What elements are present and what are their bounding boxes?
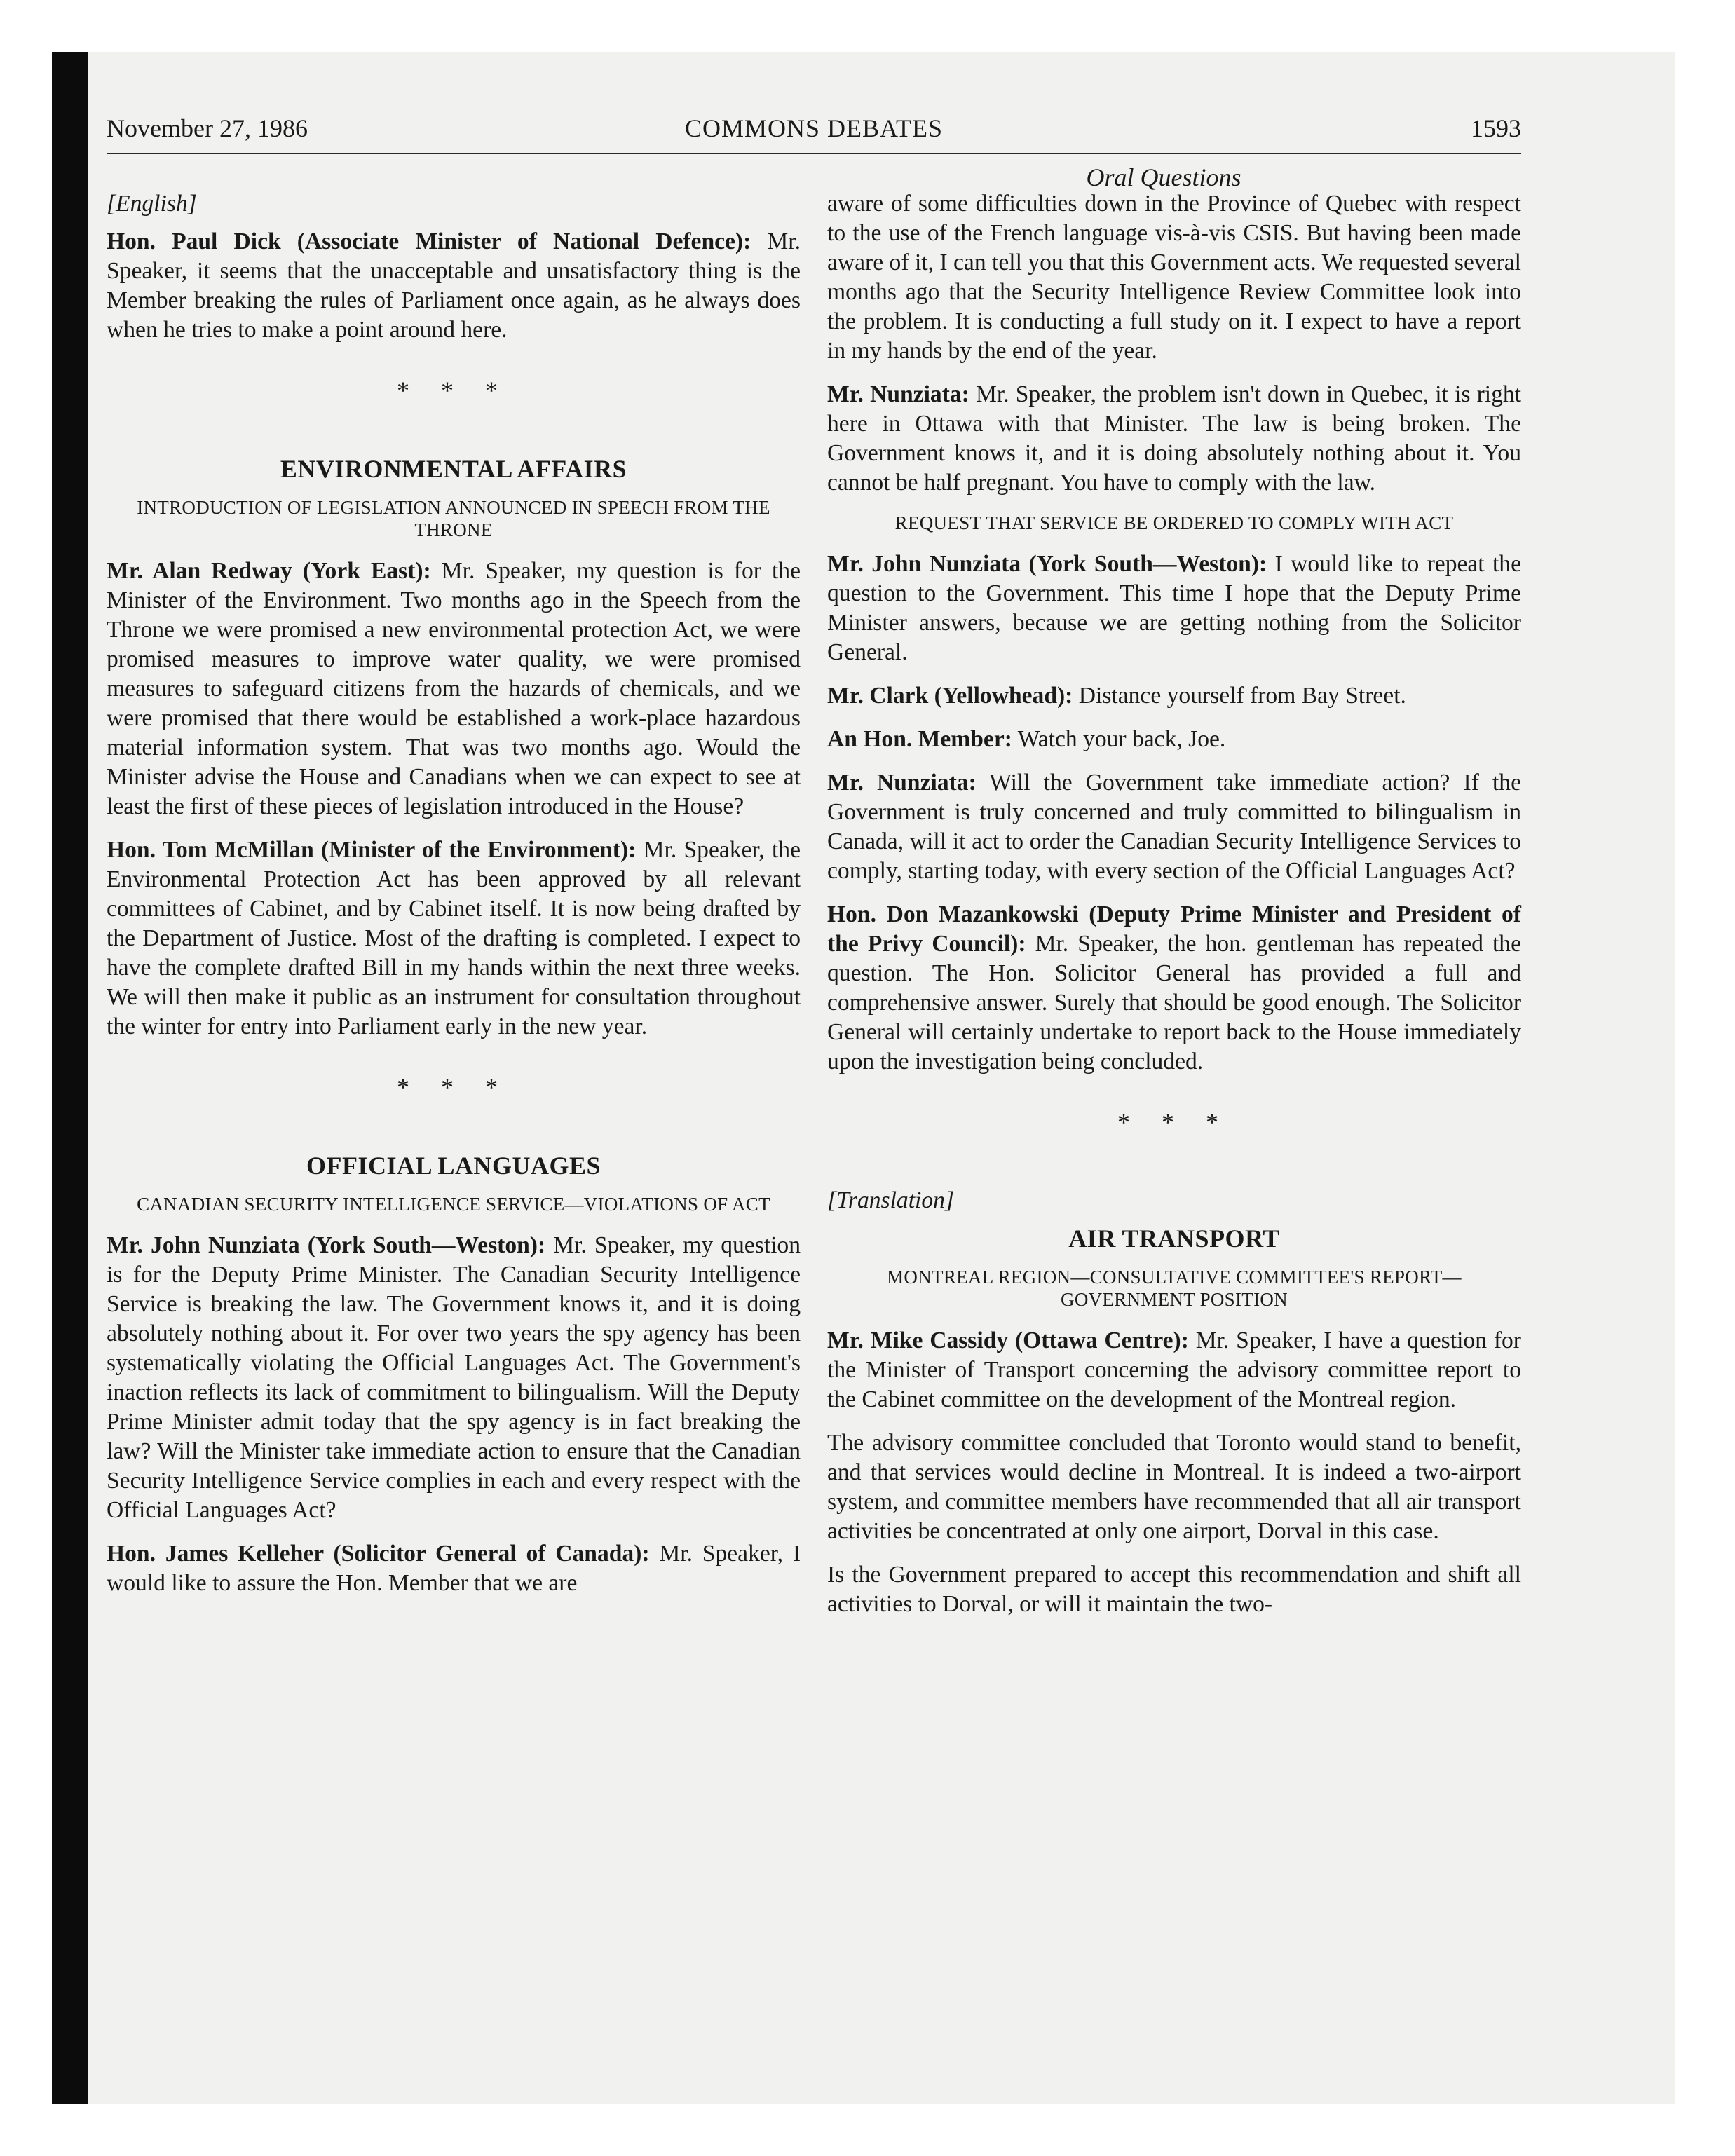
section-separator: * * * [1117, 1108, 1231, 1136]
header-title: COMMONS DEBATES [684, 114, 944, 142]
speech-paragraph [827, 725, 1521, 754]
speech-text: Mr. Speaker, I would like to assure the Hon. Member that we are [107, 1541, 801, 1596]
speech-text: Mr. Speaker, the problem isn't down in Quebec, it is right here in Ottawa with that Minister. The law is being broken. The Government knows it, and it is doing absolutely nothing about it. You cannot be half pregnant. You have to comply with the law. [827, 381, 1521, 496]
section-heading: ENVIRONMENTAL AFFAIRS [280, 455, 627, 483]
speaker-name: Hon. Tom McMillan (Minister of the Environment): [107, 837, 637, 863]
language-marker: [Translation] [827, 1187, 955, 1213]
section-separator: * * * [397, 376, 510, 404]
section-subheading: INTRODUCTION OF LEGISLATION ANNOUNCED IN SPEECH FROM THE THRONE [137, 497, 770, 540]
speech-paragraph: The advisory committee concluded that Toronto would stand to benefit, and that services would decline in Montreal. It is indeed a two-airport system, and committee members have recommended that all air transport activities be concentrated at only one airport, Dorval in this case. [827, 1430, 1521, 1544]
speech-paragraph [827, 380, 1521, 498]
speech-text: Mr. Speaker, my question is for the Minister of the Environment. Two months ago in the Speech from the Throne we were promised a new environmental protection Act, we were promised measures to improve water quality, we were promised measures to safeguard citizens from the hazards of chemicals, and we were promised that there would be established a work-place hazardous material information system. That was two months ago. Would the Minister advise the House and Canadians when we can expect to see at least the first of these pieces of legislation introduced in the House? [107, 558, 801, 819]
speech-paragraph [107, 227, 801, 345]
speech-paragraph [827, 900, 1521, 1077]
speech-text: Watch your back, Joe. [1012, 726, 1226, 752]
speaker-name: Mr. Alan Redway (York East): [107, 558, 431, 584]
speech-paragraph [107, 1231, 801, 1525]
speaker-name: Mr. Clark (Yellowhead): [827, 683, 1073, 709]
speech-paragraph [107, 1539, 801, 1598]
speech-paragraph [827, 681, 1521, 711]
speech-text: Will the Government take immediate action? If the Government is truly concerned and truly committed to bilingualism in Canada, will it act to order the Canadian Security Intelligence Services to comply, starting today, with every section of the Official Languages Act? [827, 770, 1521, 884]
speech-paragraph [827, 550, 1521, 667]
speech-paragraph-continued: aware of some difficulties down in the Province of Quebec with respect to the use of the French language vis-à-vis CSIS. But having been made aware of it, I can tell you that this Government acts. We requested several months ago that the Security Intelligence Review Committee look into the problem. It is conducting a full study on it. I expect to have a report in my hands by the end of the year. [827, 191, 1521, 364]
section-subheading: CANADIAN SECURITY INTELLIGENCE SERVICE—VIOLATIONS OF ACT [137, 1194, 770, 1215]
speech-text: Mr. Speaker, it seems that the unacceptable and unsatisfactory thing is the Member breaking the rules of Parliament once again, as he always does when he tries to make a point around here. [107, 228, 801, 343]
section-subheading: REQUEST THAT SERVICE BE ORDERED TO COMPLY WITH ACT [894, 512, 1454, 533]
page-header [107, 111, 1521, 154]
header-date: November 27, 1986 [107, 114, 308, 142]
section-running-head: Oral Questions [1086, 163, 1241, 191]
speaker-name: Hon. Paul Dick (Associate Minister of National Defence): [107, 228, 751, 254]
speaker-name: Hon. Don Mazankowski (Deputy Prime Minister and President of the Privy Council): [827, 901, 1521, 957]
speech-text: Mr. Speaker, my question is for the Deputy Prime Minister. The Canadian Security Intelligence Service is breaking the law. The Government knows it, and it is doing absolutely nothing about it. For over two years the spy agency has been systematically violating the Official Languages Act. The Government's inaction reflects its lack of commitment to bilingualism. Will the Deputy Prime Minister admit today that the spy agency is in fact breaking the law? Will the Minister take immediate action to ensure that the Canadian Security Intelligence Service complies in each and every respect with the Official Languages Act? [107, 1232, 801, 1523]
section-subheading: MONTREAL REGION—CONSULTATIVE COMMITTEE'S REPORT—GOVERNMENT POSITION [887, 1267, 1462, 1310]
left-column [107, 189, 801, 1612]
speech-text: Mr. Speaker, the Environmental Protection Act has been approved by all relevant committees of Cabinet, and by Cabinet itself. It is now being drafted by the Department of Justice. Most of the drafting is completed. I expect to have the complete drafted Bill in my hands within the next three weeks. We will then make it public as an instrument for consultation throughout the winter for entry into Parliament early in the new year. [107, 837, 801, 1039]
speech-text: Mr. Speaker, I have a question for the Minister of Transport concerning the advisory committee report to the Cabinet committee on the development of the Montreal region. [827, 1328, 1521, 1412]
language-marker: [English] [107, 191, 197, 217]
speech-paragraph: Is the Government prepared to accept this recommendation and shift all activities to Dorval, or will it maintain the two- [827, 1562, 1521, 1617]
speech-text: Distance yourself from Bay Street. [1073, 683, 1406, 709]
speaker-name: Mr. Mike Cassidy (Ottawa Centre): [827, 1328, 1189, 1353]
speaker-name: Mr. Nunziata: [827, 770, 977, 796]
header-page-number: 1593 [1471, 114, 1521, 142]
speech-text: Mr. Speaker, the hon. gentleman has repeated the question. The Hon. Solicitor General has provided a full and comprehensive answer. Surely that should be good enough. The Solicitor General will certainly undertake to report back to the House immediately upon the investigation being concluded. [827, 931, 1521, 1074]
speaker-name: Mr. John Nunziata (York South—Weston): [827, 551, 1267, 577]
right-column [827, 189, 1521, 1633]
speech-text: I would like to repeat the question to the Government. This time I hope that the Deputy Prime Minister answers, because we are getting nothing from the Solicitor General. [827, 551, 1521, 665]
speech-paragraph [827, 768, 1521, 886]
speaker-name: Mr. John Nunziata (York South—Weston): [107, 1232, 546, 1258]
speaker-name: An Hon. Member: [827, 726, 1012, 752]
speaker-name: Hon. James Kelleher (Solicitor General of Canada): [107, 1541, 650, 1567]
section-heading: OFFICIAL LANGUAGES [306, 1152, 601, 1180]
speech-paragraph [827, 1326, 1521, 1414]
section-separator: * * * [397, 1073, 510, 1101]
speech-paragraph [107, 835, 801, 1042]
speech-paragraph [107, 557, 801, 821]
speaker-name: Mr. Nunziata: [827, 381, 969, 407]
section-heading: AIR TRANSPORT [1068, 1224, 1280, 1253]
binding-edge [52, 52, 88, 2104]
